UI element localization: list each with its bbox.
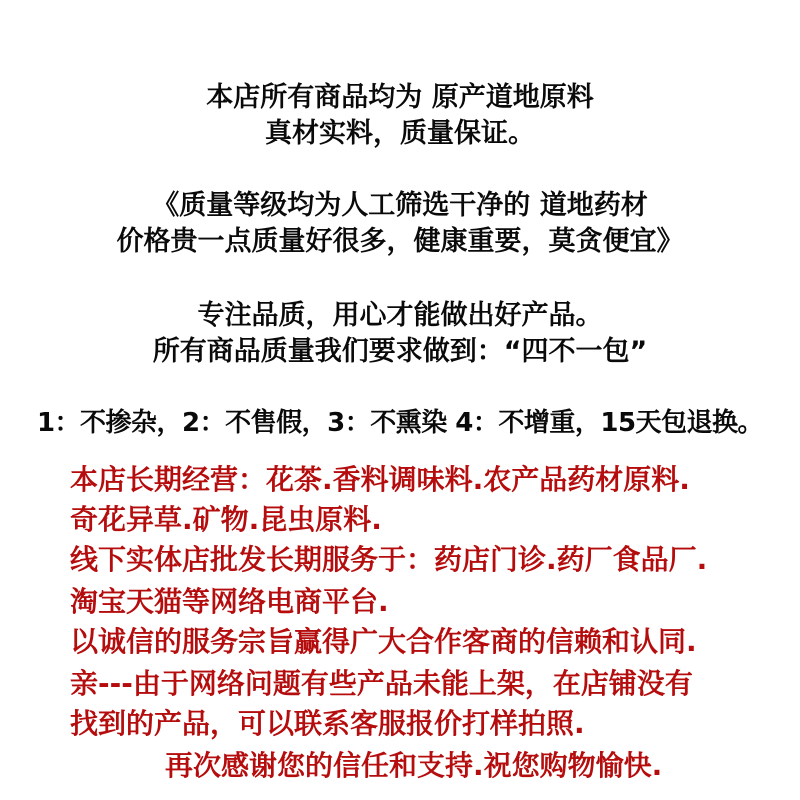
business-line-4: 淘宝天猫等网络电商平台.	[70, 585, 389, 618]
business-line-7: 找到的产品，可以联系客服报价打样拍照.	[70, 707, 585, 740]
business-line-3: 线下实体店批发长期服务于：药店门诊.药厂食品厂.	[70, 543, 708, 576]
business-line-1: 本店长期经营：花茶.香料调味料.农产品药材原料.	[70, 463, 690, 496]
closing-line: 再次感谢您的信任和支持.祝您购物愉快.	[165, 749, 663, 782]
quality-line-1: 《质量等级均为人工筛选干净的 道地药材	[152, 190, 648, 221]
focus-line-2: 所有商品质量我们要求做到：“四不一包”	[152, 336, 648, 367]
business-line-5: 以诚信的服务宗旨赢得广大合作客商的信赖和认同.	[70, 625, 697, 658]
focus-line-1: 专注品质，用心才能做出好产品。	[197, 300, 603, 331]
intro-line-1: 本店所有商品均为 原产道地原料	[206, 82, 594, 113]
business-line-2: 奇花异草.矿物.昆虫原料.	[70, 503, 382, 536]
intro-line-2: 真材实料，质量保证。	[265, 118, 535, 149]
quality-line-2: 价格贵一点质量好很多，健康重要，莫贪便宜》	[116, 226, 684, 257]
business-line-6: 亲---由于网络问题有些产品未能上架，在店铺没有	[70, 667, 693, 700]
policy-line: 1：不掺杂，2：不售假，3：不熏染 4：不增重，15天包退换。	[36, 408, 764, 438]
